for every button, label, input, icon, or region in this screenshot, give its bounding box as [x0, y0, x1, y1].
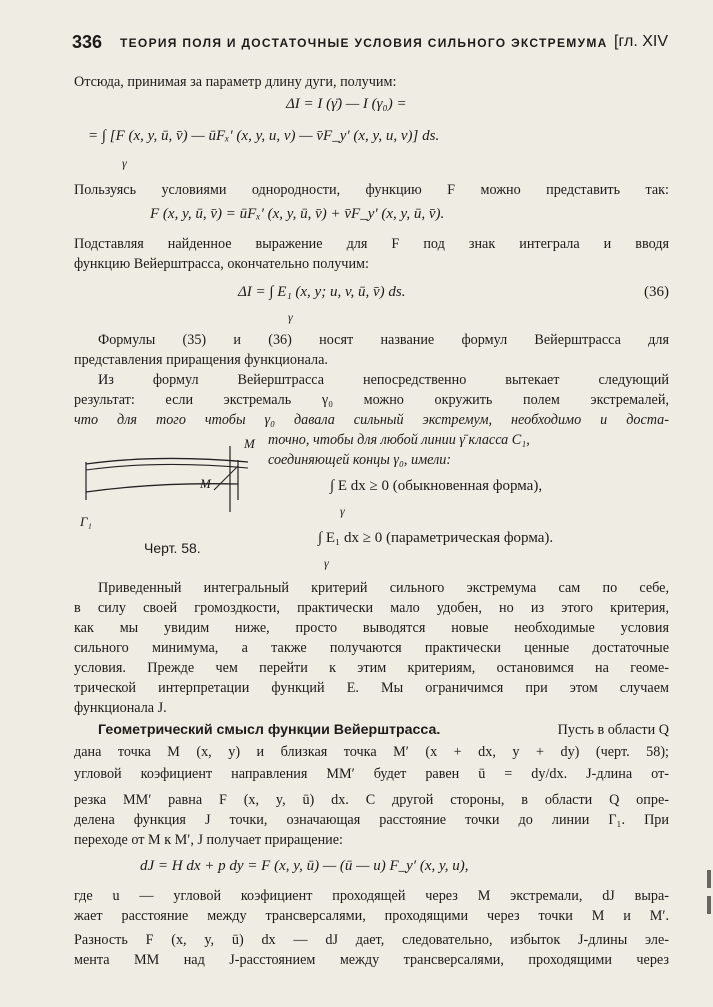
- integral-subscript: γ: [340, 504, 345, 518]
- running-title: ТЕОРИЯ ПОЛЯ И ДОСТАТОЧНЫЕ УСЛОВИЯ СИЛЬНОГО ЭКСТРЕМУМА: [120, 36, 608, 50]
- paragraph-line: соединяющей концы γ₀, имели:: [268, 452, 452, 468]
- integral-subscript: γ: [324, 556, 329, 570]
- paragraph-line: Подставляя найденное выражение для F под знак интеграла и вводя: [74, 236, 669, 252]
- paragraph-line: жает расстояние между трансверсалями, проходящими через точки M и M′.: [74, 908, 669, 924]
- scan-edge-mark: [707, 896, 711, 914]
- paragraph-line: в силу своей громоздкости, практически мало удобен, но из этого критерия,: [74, 600, 669, 616]
- running-header: [72, 32, 672, 58]
- paragraph-line: переходе от M к M′, J получает приращение:: [74, 832, 343, 848]
- paragraph-line: угловой коэфициент направления MM′ будет равен ū = dy/dx. J-длина от-: [74, 766, 669, 782]
- page-number: 336: [72, 32, 103, 52]
- integral-subscript: γ: [288, 310, 293, 324]
- paragraph-line: Разность F (x, y, ū) dx — dJ дает, следовательно, избыток J-длины эле-: [74, 932, 669, 948]
- section-line: [74, 720, 669, 740]
- paragraph-line: как мы увидим ниже, просто выводятся новые необходимые условия: [74, 620, 669, 636]
- formula-dj: dJ = H dx + p dy = F (x, y, ū) — (ū — u) F_y′ (x, y, u),: [140, 858, 469, 874]
- paragraph-line: Пользуясь условиями однородности, функцию F можно представить так:: [74, 182, 669, 198]
- figure-label-m-top: M: [244, 436, 255, 451]
- paragraph-line: точно, чтобы для любой линии γ̄ класса C₁,: [268, 432, 530, 448]
- condition-ordinary: ∫ E dx ≥ 0 (обыкновенная форма),: [330, 478, 543, 494]
- paragraph-line: где u — угловой коэфициент проходящей через M экстремали, dJ выра-: [74, 888, 669, 904]
- figure-label-gamma: Γ₁: [80, 514, 92, 529]
- paragraph-line: мента MM над J-расстоянием между трансверсалями, проходящими через: [74, 952, 669, 968]
- condition-parametric: ∫ E₁ dx ≥ 0 (параметрическая форма).: [318, 530, 554, 546]
- paragraph-line: результат: если экстремаль γ₀ можно окружить полем экстремалей,: [74, 392, 669, 408]
- figure-caption: Черт. 58.: [144, 540, 201, 556]
- paragraph-line: дана точка M (x, y) и близкая точка M′ (x + dx, y + dy) (черт. 58);: [74, 744, 669, 760]
- paragraph-line: Из формул Вейерштрасса непосредственно вытекает следующий: [98, 372, 669, 388]
- chapter-label: [гл. XIV: [614, 33, 668, 50]
- paragraph-line: функционала J.: [74, 700, 167, 716]
- figure-label-m: M: [200, 476, 211, 491]
- formula-homogeneity: F (x, y, ū, v̄) = ūFₓ′ (x, y, ū, v̄) + v̄F_y′ (x, y, ū, v̄).: [150, 206, 445, 222]
- paragraph-text: Пусть в области Q: [557, 722, 669, 738]
- paragraph-line: что для того чтобы γ₀ давала сильный экстремум, необходимо и доста-: [74, 412, 669, 428]
- formula-36: ΔI = ∫ E₁ (x, y; u, v, ū, v̄) ds.: [238, 284, 406, 300]
- paragraph-line: сильного минимума, а также получаются практически ценные достаточные: [74, 640, 669, 656]
- paragraph-line: представления приращения функционала.: [74, 352, 328, 368]
- paragraph-line: функцию Вейерштрасса, окончательно получим:: [74, 256, 369, 272]
- paragraph-line: Приведенный интегральный критерий сильного экстремума сам по себе,: [98, 580, 669, 596]
- paragraph-line: трической интерпретации функций E. Мы ограничимся при этом случаем: [74, 680, 669, 696]
- paragraph-line: делена функция J точки, означающая расстояние точки до линии Γ₁. При: [74, 812, 669, 828]
- paragraph-line: условия. Прежде чем перейти к этим критериям, остановимся на геоме-: [74, 660, 669, 676]
- formula-integral-1: = ∫ [F (x, y, ū, v̄) — ūFₓ′ (x, y, u, v) — v̄F_y′ (x, y, u, v)] ds.: [88, 128, 440, 144]
- paragraph-line: Формулы (35) и (36) носят название формул Вейерштрасса для: [98, 332, 669, 348]
- scan-edge-mark: [707, 870, 711, 888]
- paragraph-line: Отсюда, принимая за параметр длину дуги, получим:: [74, 74, 397, 90]
- formula-delta-i: ΔI = I (γ̄) — I (γ₀) =: [286, 96, 407, 112]
- equation-number: (36): [644, 284, 669, 300]
- paragraph-line: резка MM′ равна F (x, y, ū) dx. С другой стороны, в области Q опре-: [74, 792, 669, 808]
- integral-subscript: γ: [122, 156, 127, 170]
- section-heading: Геометрический смысл функции Вейерштрасса.: [98, 722, 441, 738]
